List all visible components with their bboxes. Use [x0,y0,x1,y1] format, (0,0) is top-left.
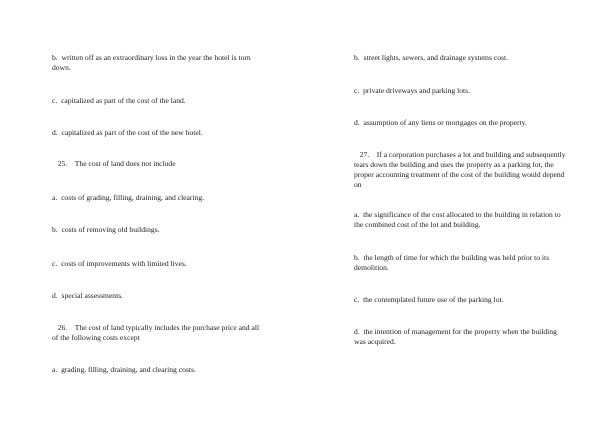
option-27b: b. the length of time for which the building was held prior to its demolition. [354,253,550,272]
question-27: 27. If a corporation purchases a lot and building and subsequently tears down the building and uses the property as a parking lot, the proper accounting treatment of the cost of the building would depend on [354,150,566,189]
option-26c: c. private driveways and parking lots. [354,86,470,95]
option-25a: a. costs of grading, filling, draining, and clearing. [52,193,205,202]
option-27c: c. the contemplated future use of the parking lot. [354,295,504,304]
option-25b: b. costs of removing old buildings. [52,225,160,234]
option-26a: a. grading, filling, draining, and clearing costs. [52,365,196,374]
option-25d: d. special assessments. [52,291,124,300]
option-24c: c. capitalized as part of the cost of the land. [52,96,186,105]
option-27d: d. the intention of management for the property when the building was acquired. [354,327,557,346]
option-24b: b. written off as an extraordinary loss in the year the hotel is torn down. [52,53,251,72]
question-26: 26. The cost of land typically includes the purchase price and all of the following costs except [52,323,260,342]
question-25: 25. The cost of land does not include [52,159,176,168]
option-27a: a. the significance of the cost allocated to the building in relation to the combined cost of the lot and building. [354,210,561,229]
option-26b: b. street lights, sewers, and drainage systems cost. [354,53,508,62]
option-25c: c. costs of improvements with limited lives. [52,259,187,268]
option-24d: d. capitalized as part of the cost of the new hotel. [52,128,203,137]
option-26d: d. assumption of any liens or mortgages on the property. [354,118,527,127]
